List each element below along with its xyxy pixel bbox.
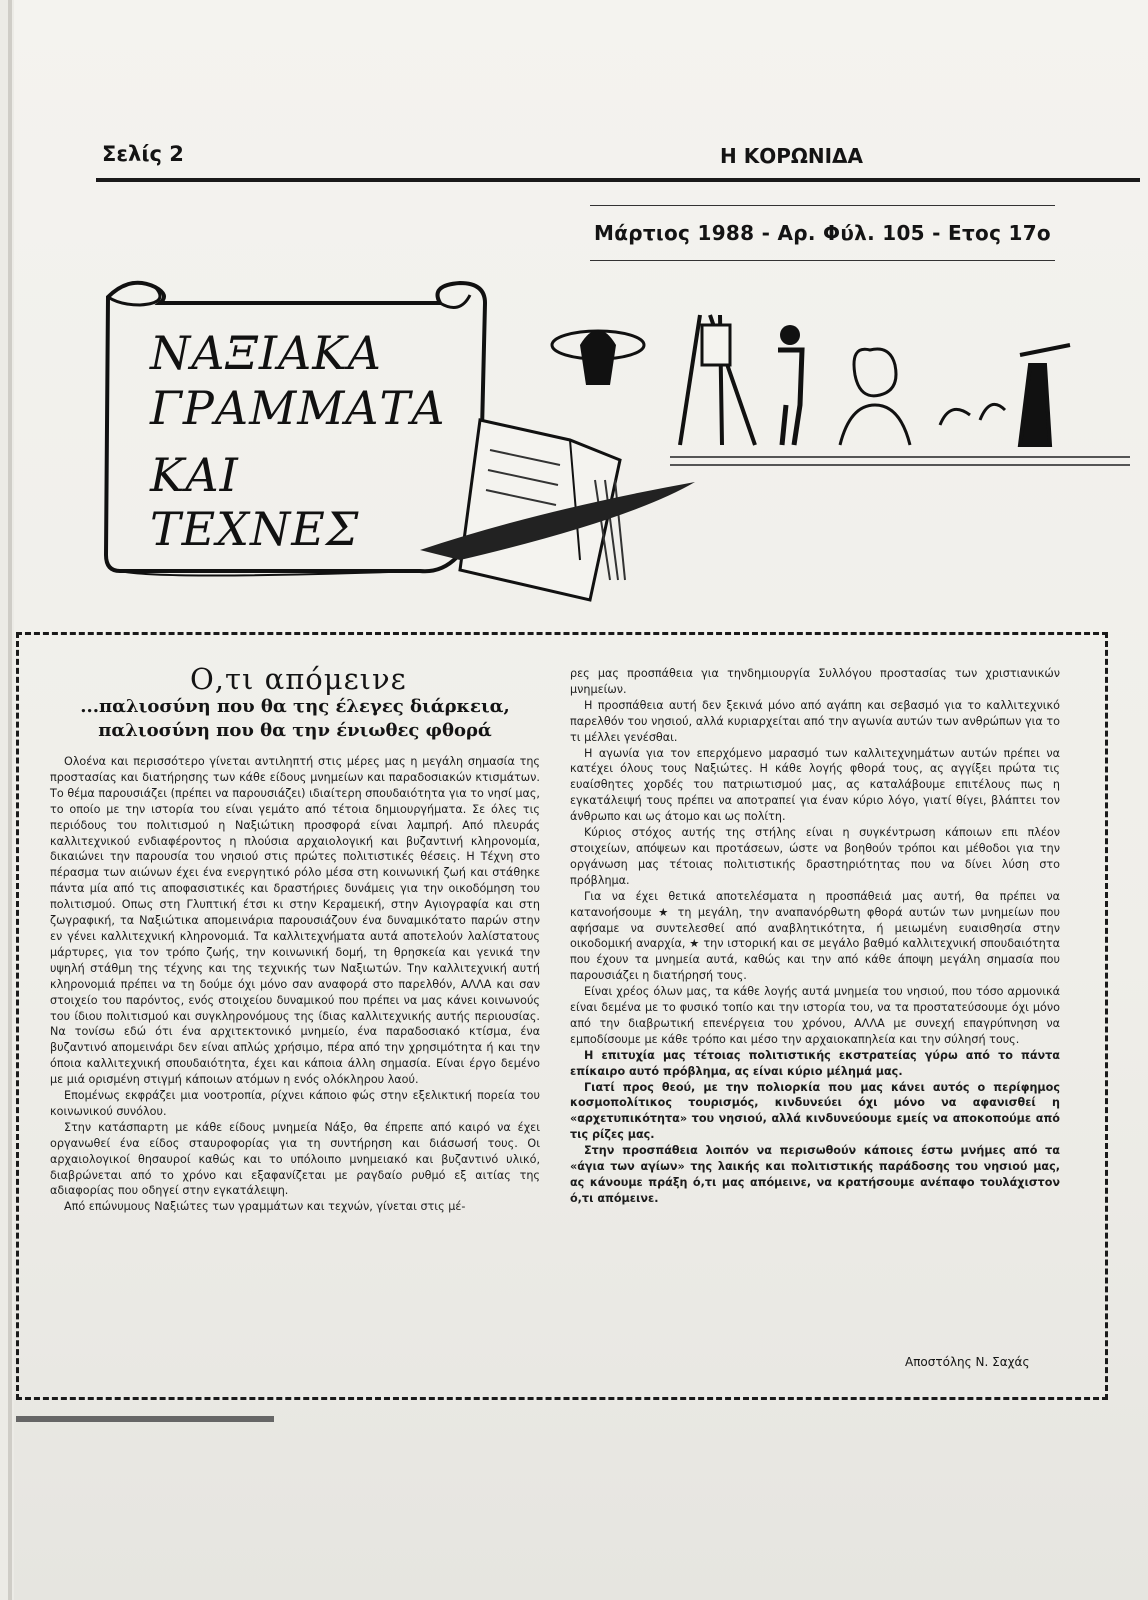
banner-title-line-3: ΚΑΙ: [150, 448, 239, 502]
issue-info-box: [590, 205, 1055, 261]
newspaper-name: Η ΚΟΡΩΝΙΔΑ: [720, 144, 863, 168]
banner-title-line-4: ΤΕΧΝΕΣ: [150, 502, 360, 556]
page-number-label: Σελίς 2: [102, 142, 184, 166]
left-paragraph: Από επώνυμους Ναξιώτες των γραμμάτων και τεχνών, γίνεται στις μέ-: [64, 1200, 466, 1214]
right-paragraph: Στην προσπάθεια λοιπόν να περισωθούν κάποιες έστω μνήμες από τα «άγια των αγίων» της λαικής και πολιτιστικής παράδοσης του νησιού μας, ας κάνουμε πράξη ό,τι μας απόμεινε, να κρατήσουμε ανέπαφο τουλάχιστον ό,τι απόμεινε.: [570, 1144, 1060, 1205]
article-subhead-line-2: παλιοσύνη που θα την ένιωθες φθορά: [98, 720, 492, 741]
right-paragraph: Κύριος στόχος αυτής της στήλης είναι η συγκέντρωση κάποιων επι πλέον στοιχείων, απόψεων και προτάσεων, ώστε να βοηθούν τρόποι και μέθοδοι για την οργάνωση μας τέτοιας πολιτιστικής δραστηριότητας που να δίνει λύση στο πρόβλημα.: [570, 826, 1060, 887]
article-subhead-line-1: ...παλιοσύνη που θα της έλεγες διάρκεια,: [80, 696, 510, 717]
header-rule: [96, 178, 1140, 182]
left-paragraph: Επομένως εκφράζει μια νοοτροπία, ρίχνει κάποιο φώς στην εξελικτική πορεία του κοινωνικού συνόλου.: [50, 1089, 540, 1118]
right-paragraph: Γιατί προς θεού, με την πολιορκία που μας κάνει αυτός ο περίφημος κοσμοπολίτικος τουρισμός, κινδυνεύει όχι μόνο να αφανισθεί η «αρχετυπικότητα» του νησιού, αλλά κινδυνεύουμε εμείς να αποκοπούμε από τις ρίζες μας.: [570, 1080, 1060, 1142]
banner-title-line-1: ΝΑΞΙΑΚΑ: [150, 326, 382, 380]
article-headline: Ο,τι απόμεινε: [190, 662, 407, 696]
banner-title-line-2: ΓΡΑΜΜΑΤΑ: [150, 381, 446, 435]
left-paragraph: Ολοένα και περισσότερο γίνεται αντιληπτή στις μέρες μας η μεγάλη σημασία της προστασίας και διατήρησης των κάθε είδους μνημείων και παραδοσιακών κτισμάτων. Το θέμα παρουσιάζει (πρέπει να παρουσιάζει) ιδιαίτερη σπουδαιότητα για το νησί μας, το οποίο με την ιστορία του είναι γεμάτο από τέτοια δημιουργήματα. Σε όλες τις περιόδους του πολιτισμού η Ναξιώτικη προσφορά είναι λαμπρή. Από πλευράς καλλιτεχνικού ενδιαφέροντος η πλούσια αρχαιολογική και βυζαντινή κληρονομία, δικαιώνει την παρουσία του νησιού στις πρώτες πολιτιστικές θέσεις. Η Τέχνη στο πέρασμα των αιώνων έχει ένα ενεργητικό ρόλο μέσα στη κοινωνική ζωή και στάθηκε πάντα μία από τις αποφασιστικές και δραστήριες δυνάμεις για την οικοδόμηση του πολιτισμού. Οπως στη Γλυπτική έτσι κι στην Κεραμεική, στην Αγιογραφία και στη ζωγραφική, τα Ναξιώτικα απομεινάρια παρουσιάζουν ένα δυναμικότατο παρών στην εν γένει καλλιτεχνική κληρονομιά. Τα καλλιτεχνήματα αυτά αποτελούν λαλίστατους μάρτυρες, για τον τρόπο ζωής, την κοινωνική δομή, τη θρησκεία και γενικά την υψηλή στάθμη της τέχνης και της τεχνικής των Ναξιωτών. Την καλλιτεχνική αυτή κληρονομιά πρέπει να τη δούμε όχι μόνο σαν αναφορά στο παρελθόν, ΑΛΛΑ και σαν στοιχείο του παρόντος, ενός στοιχείου δυναμικού που πρέπει να μας κάνει κοινωνούς του ίδιου πολιτισμού και συγκληρονόμους της ίδιας καλλιτεχνικής αυτής περιουσίας. Να τονίσω εδώ ότι ένα αρχιτεκτονικό μνημείο, ένα παραδοσιακό κτίσμα, ένα βυζαντινό απομεινάρι δεν είναι απλώς χρήσιμο, πέρα από την χρησιμότητα ή και την όποια καλλιτεχνική σπουδαιότητα, έχει και κάποια άλλη σημασία. Είναι έργο δεμένο με μιά ορισμένη στιγμή κάποιων ατόμων η ενός ολόκληρου λαού.: [50, 755, 540, 1087]
article-right-column: [570, 666, 1060, 1207]
right-paragraph: Είναι χρέος όλων μας, τα κάθε λογής αυτά μνημεία του νησιού, που τόσο αρμονικά είναι δεμένα με το φυσικό τοπίο και την ιστορία του, να τα προστατεύσουμε όχι μόνο από την διαβρωτική επενέργεια του χρόνου, ΑΛΛΑ με συνεχή επαγρύπνηση να εμποδίσουμε με κάθε τρόπο και μέσο την αρχαιοκαπηλεία και την σύλησή τους.: [570, 985, 1060, 1046]
footer-bar: [16, 1416, 274, 1422]
issue-line: Μάρτιος 1988 - Αρ. Φύλ. 105 - Ετος 17ο: [594, 221, 1051, 245]
arts-figures-icon: [550, 305, 1130, 475]
right-paragraph: Η επιτυχία μας τέτοιας πολιτιστικής εκστρατείας γύρω από το πάντα επίκαιρο αυτό πρόβλημα, ας είναι κύριο μέλημά μας.: [570, 1048, 1060, 1078]
article-author: Αποστόλης Ν. Σαχάς: [905, 1355, 1030, 1369]
right-paragraph: Η αγωνία για τον επερχόμενο μαρασμό των καλλιτεχνημάτων αυτών πρέπει να κατέχει όλους τους Ναξιώτες. Η κάθε λογής φθορά τους, ας αγγίξει πρώτα τις ευαίσθητες χορδές του πατριωτισμού μας, ας καταλάβουμε επιτέλους πως η εγκατάλειψή τους πρέπει να αποτραπεί για έναν κύριο λόγο, γιατί θίγει, βλάπτει τον άνθρωπο και ως άτομο και ως πολίτη.: [570, 746, 1060, 824]
page-fold-edge: [8, 0, 12, 1600]
right-paragraph: Για να έχει θετικά αποτελέσματα η προσπάθειά μας αυτή, θα πρέπει να κατανοήσουμε ★ τη μεγάλη, την αναπανόρθωτη φθορά αυτών των μνημείων που αφήσαμε να συντελεσθεί από αναβλητικότητα, ή μειωμένη ευαισθησία στην οικοδομική αναρχία, ★ την ιστορική και σε μεγάλο βαθμό καλλιτεχνική σπουδαιότητα που έχουν τα μνημεία αυτά, καθώς και την από κάθε άποψη μεγάλη σημασία που παρουσιάζει η διατήρησή τους.: [570, 889, 1060, 983]
left-paragraph: Στην κατάσπαρτη με κάθε είδους μνημεία Νάξο, θα έπρεπε από καιρό να έχει οργανωθεί ένα είδος σταυροφορίας για τη συντήρηση και διάσωσή τους. Οι αρχαιολογικοί θησαυροί καθώς και το υπόλοιπο μνημειακό και βυζαντινό υλικό, διαβρώνεται από το χρόνο και εξαφανίζεται με ραγδαίο ρυθμό εξ αιτίας της αδιαφορίας που οδηγεί στην εγκατάλειψη.: [50, 1120, 540, 1198]
right-paragraph: Η προσπάθεια αυτή δεν ξεκινά μόνο από αγάπη και σεβασμό για το καλλιτεχνικό παρελθόν του νησιού, αλλά κυριαρχείται από την αγωνία αυτών των ανθρώπων για το τι μέλλει γενέσθαι.: [570, 698, 1060, 744]
right-paragraph: ρες μας προσπάθεια για τηνδημιουργία Συλλόγου προστασίας των χριστιανικών μνημείων.: [570, 667, 1060, 696]
article-left-column: [50, 754, 540, 1215]
